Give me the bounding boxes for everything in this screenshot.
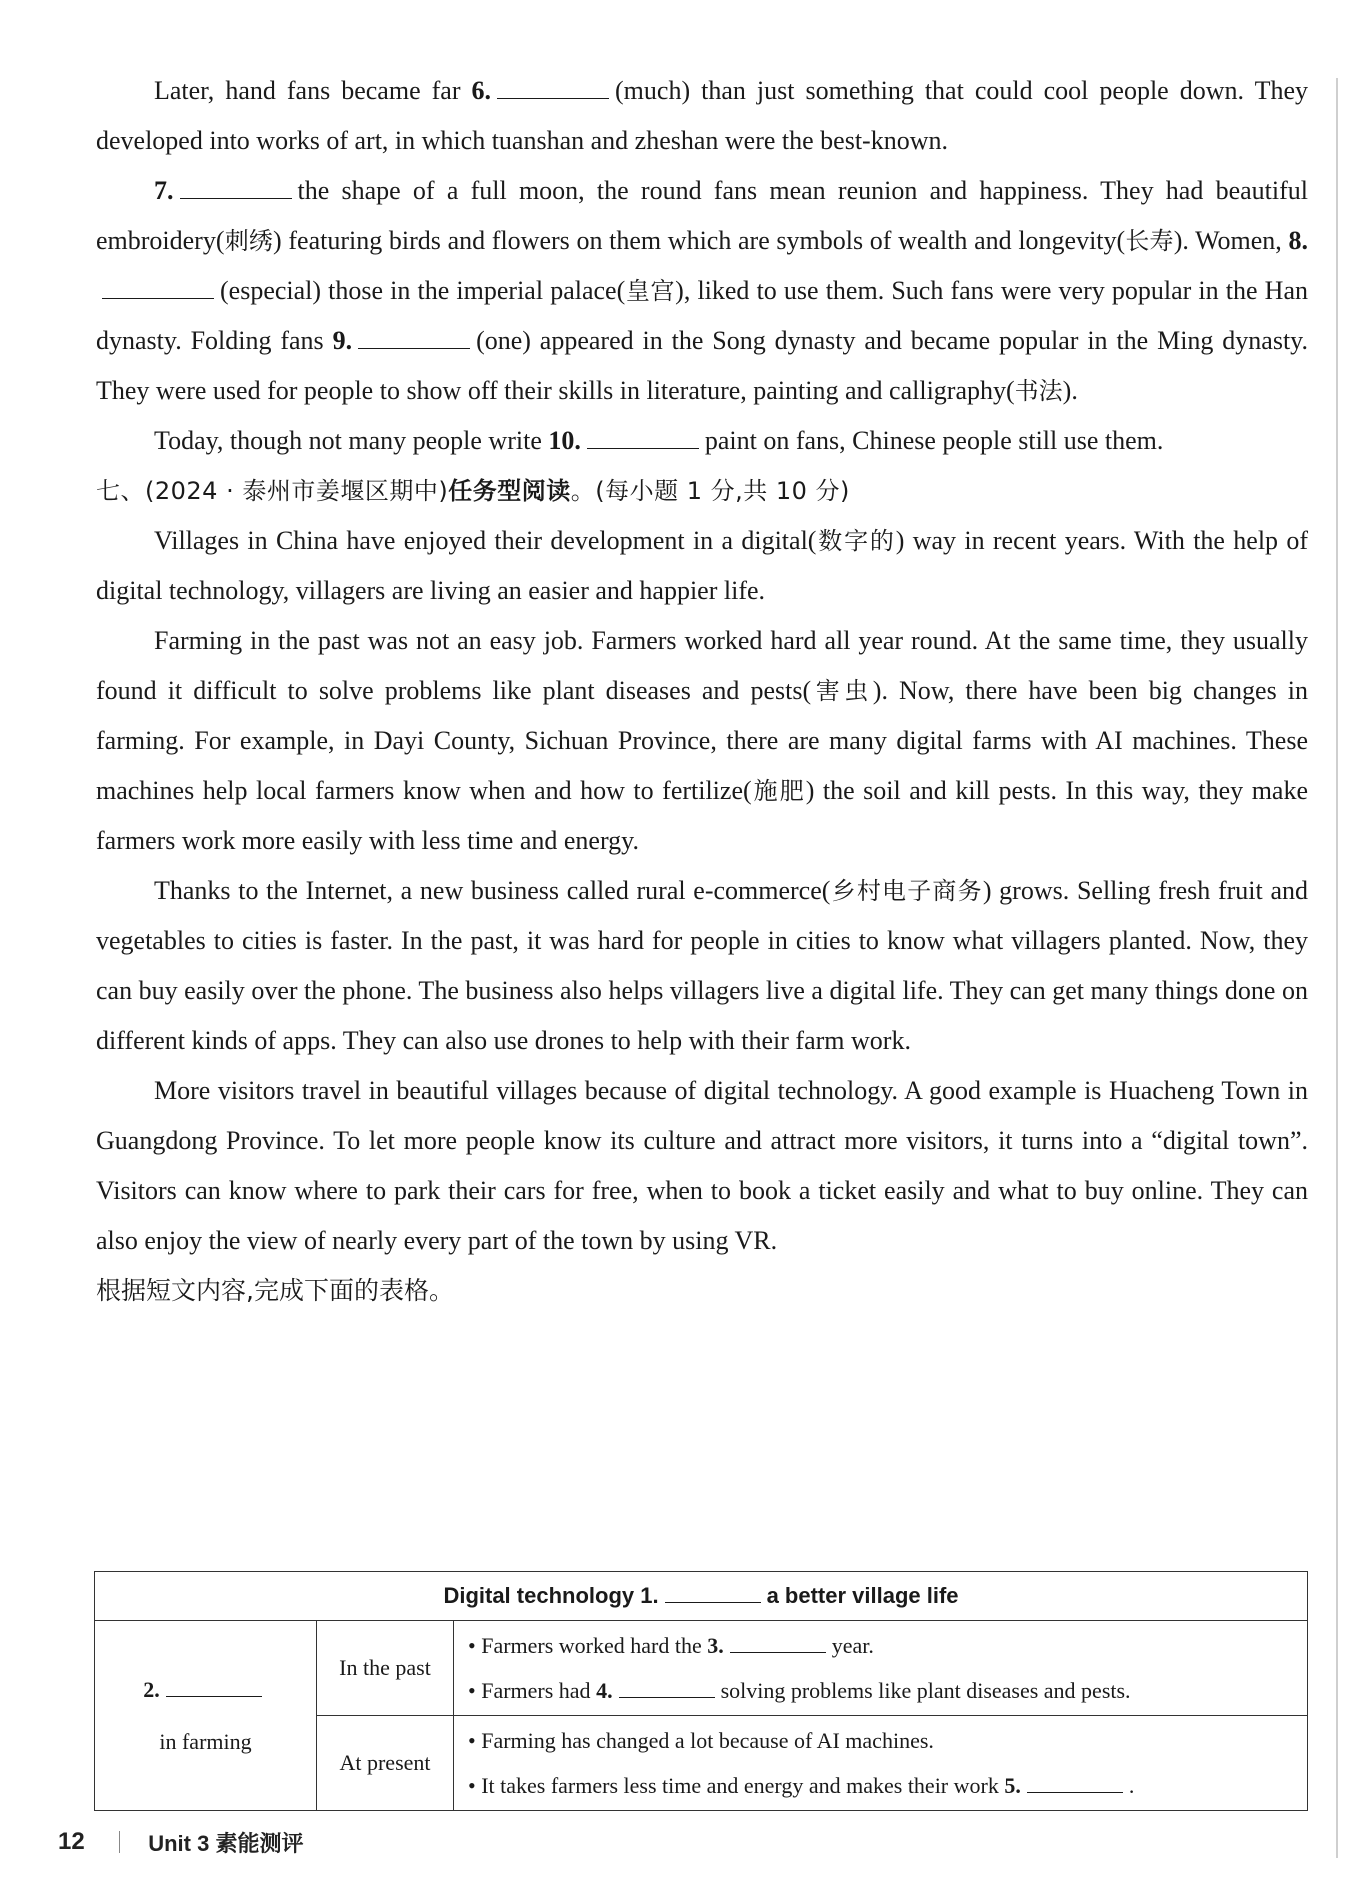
table-instruction: 根据短文内容,完成下面的表格。	[96, 1276, 454, 1305]
answer-blank-t2[interactable]	[166, 1678, 262, 1697]
past-label: In the past	[317, 1621, 454, 1716]
past-content: • Farmers worked hard the 3. year. • Farmers had 4. solving problems like plant diseases and pests.	[454, 1621, 1308, 1716]
unit-label: Unit 3 素能测评	[148, 1830, 304, 1857]
paragraph-fan-types: 7. the shape of a full moon, the round fans mean reunion and happiness. They had beautiful embroidery(刺绣) featuring birds and flowers on them which are symbols of wealth and longevity(长寿). Women, 8.(especial) those in the imperial palace(皇宫), liked to use them. Such fans were very popular in the Han dynasty. Folding fans 9. (one) appeared in the Song dynasty and became popular in the Ming dynasty. They were used for people to show off their skills in literature, painting and calligraphy(书法).	[96, 176, 1309, 405]
right-margin-rule	[1336, 78, 1338, 1858]
farming-label-cell: 2. in farming	[95, 1621, 317, 1811]
footer-divider	[119, 1831, 121, 1853]
answer-blank-t4[interactable]	[619, 1679, 715, 1698]
passage-text	[96, 66, 1308, 1316]
table-row-past	[95, 1621, 1308, 1716]
paragraph-e-commerce: Thanks to the Internet, a new business called rural e-commerce(乡村电子商务) grows. Selling fresh fruit and vegetables to cities is faster. In the past, it was hard for people in cities to know what villagers planted. Now, they can buy easily over the phone. The business also helps villagers live a digital life. They can get many things done on different kinds of apps. They can also use drones to help with their farm work.	[96, 876, 1308, 1055]
question-number-6: 6.	[471, 76, 492, 105]
answer-blank-10[interactable]	[587, 426, 699, 449]
page-footer	[58, 1822, 303, 1862]
question-number-8: 8.	[1288, 226, 1308, 255]
answer-blank-7[interactable]	[180, 176, 292, 199]
table-title-row	[95, 1572, 1308, 1621]
paragraph-fans-today: Today, though not many people write 10. paint on fans, Chinese people still use them.	[154, 426, 1164, 455]
answer-blank-9[interactable]	[358, 326, 470, 349]
answer-blank-6[interactable]	[497, 76, 609, 99]
question-number-7: 7.	[154, 176, 174, 205]
present-content: • Farming has changed a lot because of AI machines. • It takes farmers less time and energy and makes their work 5. .	[454, 1716, 1308, 1811]
present-label: At present	[317, 1716, 454, 1811]
answer-blank-t3[interactable]	[730, 1634, 826, 1653]
question-number-10: 10.	[548, 426, 581, 455]
paragraph-digital-town: More visitors travel in beautiful villages because of digital technology. A good example is Huacheng Town in Guangdong Province. To let more people know its culture and attract more visitors, it turns into a “digital town”. Visitors can know where to park their cars for free, when to book a ticket easily and what to buy online. They can also enjoy the view of nearly every part of the town by using VR.	[96, 1076, 1308, 1255]
answer-blank-t5[interactable]	[1027, 1774, 1123, 1793]
task-table	[94, 1571, 1308, 1811]
answer-blank-t1[interactable]	[665, 1584, 761, 1603]
paragraph-farming: Farming in the past was not an easy job. Farmers worked hard all year round. At the same time, they usually found it difficult to solve problems like plant diseases and pests(害虫). Now, there have been big changes in farming. For example, in Dayi County, Sichuan Province, there are many digital farms with AI machines. These machines help local farmers know when and how to fertilize(施肥) the soil and kill pests. In this way, they make farmers work more easily with less time and energy.	[96, 626, 1309, 855]
section-type: 任务型阅读	[448, 477, 571, 505]
question-number-t2: 2.	[143, 1676, 160, 1702]
paragraph-digital-villages: Villages in China have enjoyed their development in a digital(数字的) way in recent years. With the help of digital technology, villagers are living an easier and happier life.	[96, 526, 1309, 605]
question-number-9: 9.	[332, 326, 353, 355]
answer-blank-8[interactable]	[102, 276, 214, 299]
section-heading-7: 七、(2024 · 泰州市姜堰区期中)任务型阅读。(每小题 1 分,共 10 分)	[96, 477, 850, 505]
paragraph-fans-art: Later, hand fans became far 6. (much) than just something that could cool people down. They developed into works of art, in which tuanshan and zheshan were the best-known.	[96, 76, 1308, 155]
page-number: 12	[58, 1828, 85, 1855]
table-title: Digital technology 1. a better village life	[95, 1572, 1308, 1621]
